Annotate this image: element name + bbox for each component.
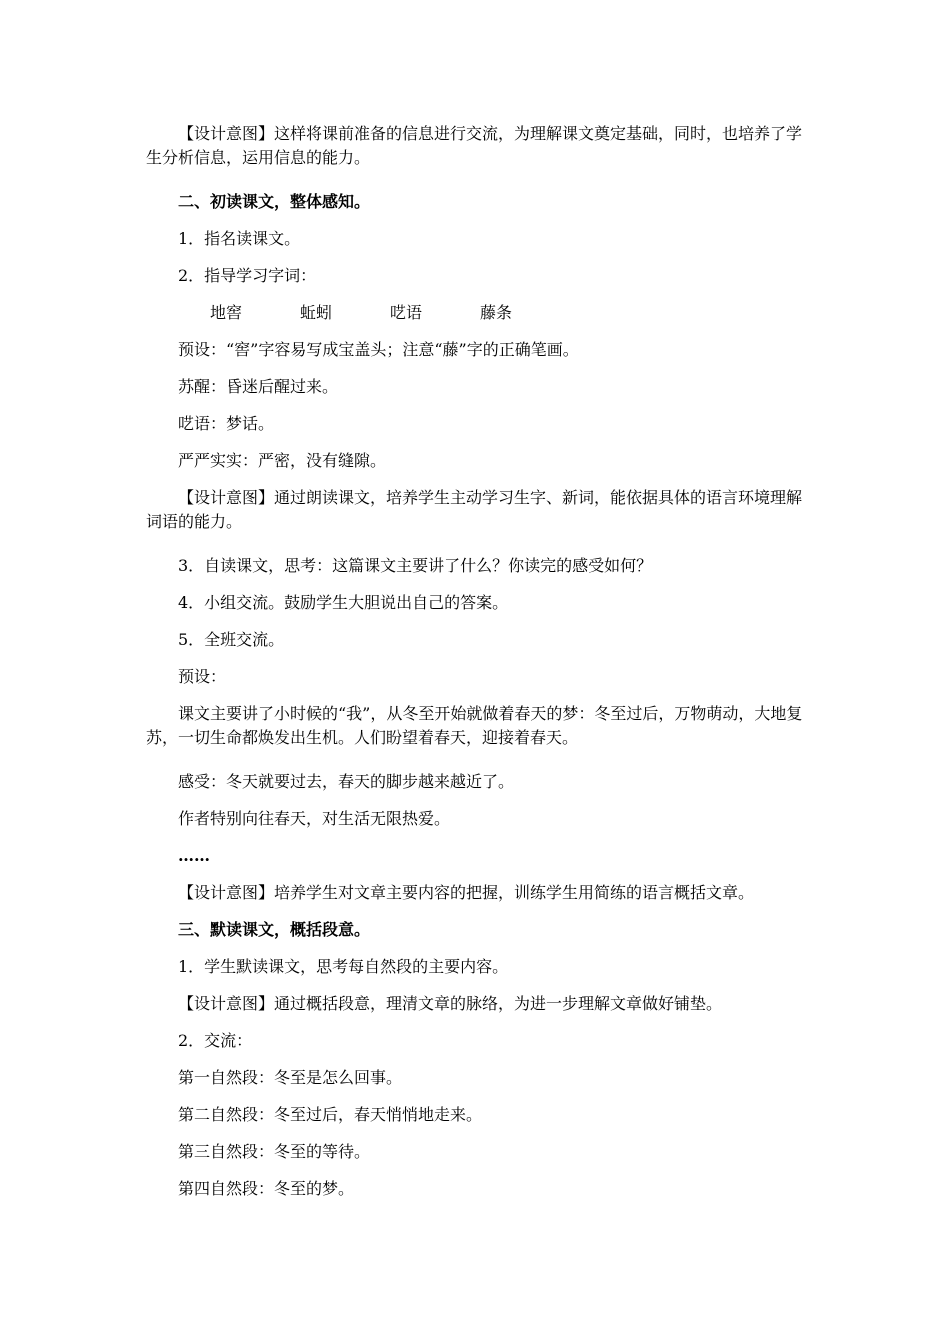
paragraph-summary-item: 第二自然段：冬至过后，春天悄悄地走来。 [178,1105,483,1124]
definition-item: 严严实实：严密，没有缝隙。 [178,451,387,470]
paragraph-summary-item: 第三自然段：冬至的等待。 [178,1142,371,1161]
feeling-item: 感受：冬天就要过去，春天的脚步越来越近了。 [178,772,515,791]
design-intent-paragraph: 【设计意图】培养学生对文章主要内容的把握，训练学生用简练的语言概括文章。 [178,883,755,902]
vocab-word: 藤条 [480,303,513,322]
step-item: 3．自读课文，思考：这篇课文主要讲了什么？你读完的感受如何？ [178,556,653,575]
preset-label: 预设： [178,667,227,686]
design-intent-paragraph: 【设计意图】通过朗读课文，培养学生主动学习生字、新词，能依据具体的语言环境理解词语的能力。 [146,488,803,531]
design-intent-paragraph: 【设计意图】这样将课前准备的信息进行交流，为理解课文奠定基础，同时，也培养了学生分析信息，运用信息的能力。 [146,124,803,167]
summary-paragraph: 课文主要讲了小时候的“我”，从冬至开始就做着春天的梦：冬至过后，万物萌动，大地复苏，一切生命都焕发出生机。人们盼望着春天，迎接着春天。 [146,704,803,747]
design-intent-paragraph: 【设计意图】通过概括段意，理清文章的脉络，为进一步理解文章做好铺垫。 [178,994,723,1013]
step-item: 2．交流： [178,1031,253,1050]
vocab-list [146,301,808,325]
section-heading: 二、初读课文，整体感知。 [178,192,371,211]
section-heading: 三、默读课文，概括段意。 [178,920,371,939]
feeling-item: 作者特别向往春天，对生活无限热爱。 [178,809,451,828]
definition-item: 苏醒：昏迷后醒过来。 [178,377,339,396]
step-item: 5．全班交流。 [178,630,285,649]
vocab-word: 蚯蚓 [300,303,333,322]
step-item: 1．指名读课文。 [178,229,301,248]
vocab-word: 地窖 [210,303,243,322]
vocab-word: 呓语 [390,303,423,322]
definition-item: 呓语：梦话。 [178,414,275,433]
step-item: 2．指导学习字词： [178,266,317,285]
paragraph-summary-item: 第一自然段：冬至是怎么回事。 [178,1068,403,1087]
step-item: 4．小组交流。鼓励学生大胆说出自己的答案。 [178,593,509,612]
step-item: 1．学生默读课文，思考每自然段的主要内容。 [178,957,509,976]
ellipsis: …… [178,846,210,865]
preset-paragraph: 预设：“窖”字容易写成宝盖头；注意“藤”字的正确笔画。 [178,340,579,359]
paragraph-summary-item: 第四自然段：冬至的梦。 [178,1179,355,1198]
document-body [146,122,808,1214]
